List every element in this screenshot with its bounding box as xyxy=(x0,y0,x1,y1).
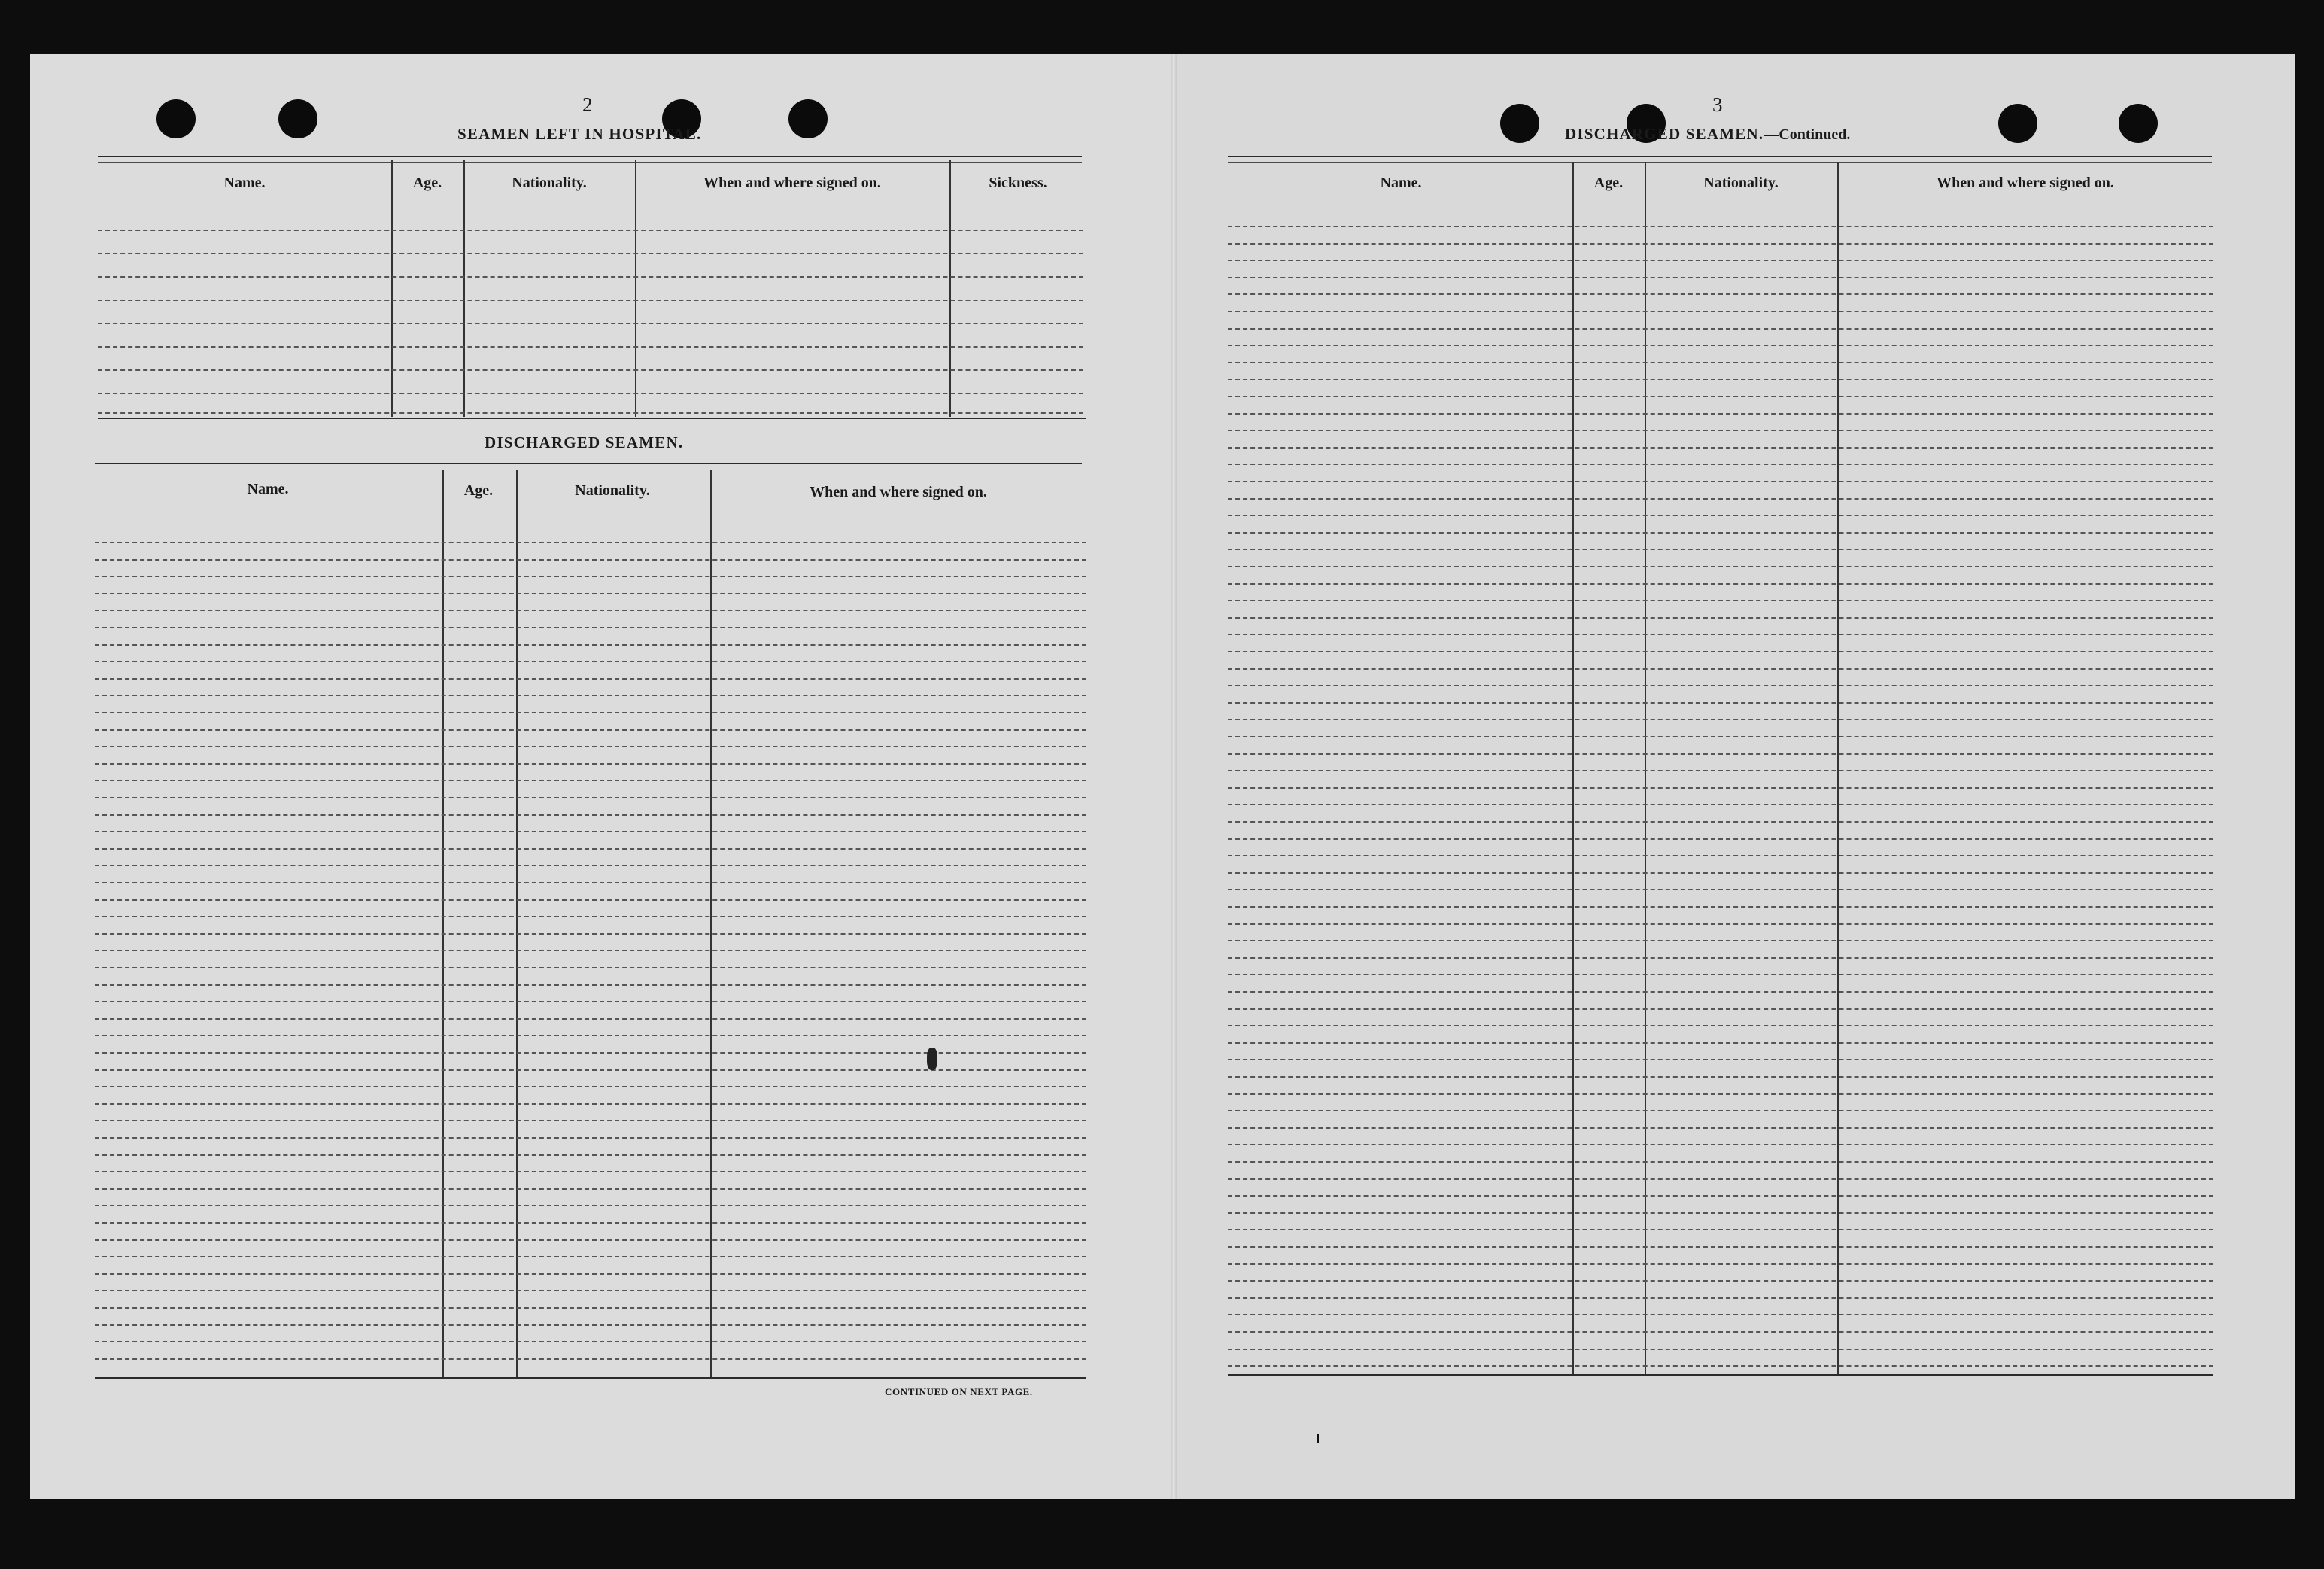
discharged-entry-line xyxy=(95,542,1086,543)
discharged-entry-line xyxy=(95,1171,1086,1172)
continued-entry-line xyxy=(1228,1349,2213,1350)
discharged-continued-title xyxy=(1565,125,1850,144)
continued-col-divider xyxy=(1645,162,1646,1375)
continued-entry-line xyxy=(1228,1127,2213,1129)
discharged-entry-line xyxy=(95,1324,1086,1326)
continued-entry-line xyxy=(1228,447,2213,449)
continued-entry-line xyxy=(1228,1093,2213,1095)
discharged-entry-line xyxy=(95,1018,1086,1020)
punch-hole xyxy=(156,99,196,138)
discharged-col-divider xyxy=(710,470,712,1377)
hospital-entry-line xyxy=(98,276,1083,278)
continued-entry-line xyxy=(1228,1229,2213,1230)
discharged-entry-line xyxy=(95,1120,1086,1121)
continued-entry-line xyxy=(1228,260,2213,261)
continued-entry-line xyxy=(1228,1042,2213,1044)
discharged-entry-line xyxy=(95,899,1086,901)
continued-entry-line xyxy=(1228,651,2213,652)
page-fold xyxy=(1171,54,1177,1499)
continued-entry-line xyxy=(1228,668,2213,670)
discharged-entry-line xyxy=(95,1256,1086,1257)
discharged-entry-line xyxy=(95,1103,1086,1105)
scan-speck xyxy=(1317,1434,1319,1443)
continued-entry-line xyxy=(1228,293,2213,295)
discharged-col-divider xyxy=(516,470,518,1377)
continued-col-divider xyxy=(1572,162,1574,1375)
discharged-entry-line xyxy=(95,1341,1086,1342)
continued-entry-line xyxy=(1228,1161,2213,1163)
discharged-entry-line xyxy=(95,933,1086,935)
continued-entry-line xyxy=(1228,1212,2213,1214)
continued-entry-line xyxy=(1228,1178,2213,1180)
discharged-col-nationality: Nationality. xyxy=(575,482,650,499)
discharged-entry-line xyxy=(95,627,1086,628)
continued-entry-line xyxy=(1228,838,2213,840)
discharged-continued-title-suffix: —Continued. xyxy=(1764,126,1851,143)
continued-entry-line xyxy=(1228,736,2213,737)
discharged-entry-line xyxy=(95,678,1086,680)
continued-entry-line xyxy=(1228,1144,2213,1145)
continued-entry-line xyxy=(1228,464,2213,465)
discharged-entry-line xyxy=(95,916,1086,917)
continued-entry-line xyxy=(1228,940,2213,941)
continued-entry-line xyxy=(1228,566,2213,567)
hospital-col-divider xyxy=(391,160,393,417)
continued-entry-line xyxy=(1228,1195,2213,1197)
punch-hole xyxy=(788,99,828,138)
continued-entry-line xyxy=(1228,872,2213,874)
continued-entry-line xyxy=(1228,498,2213,500)
continued-entry-line xyxy=(1228,991,2213,993)
continued-entry-line xyxy=(1228,1365,2213,1367)
discharged-entry-line xyxy=(95,1307,1086,1309)
discharged-entry-line xyxy=(95,780,1086,781)
continued-entry-line xyxy=(1228,532,2213,534)
continued-entry-line xyxy=(1228,1331,2213,1333)
continued-entry-line xyxy=(1228,702,2213,704)
continued-entry-line xyxy=(1228,974,2213,975)
continued-entry-line xyxy=(1228,1263,2213,1265)
continued-col-age: Age. xyxy=(1593,175,1624,191)
hospital-entry-line xyxy=(98,323,1083,324)
discharged-table-top-rule xyxy=(95,463,1082,464)
discharged-entry-line xyxy=(95,1222,1086,1224)
continued-entry-line xyxy=(1228,430,2213,431)
discharged-entry-line xyxy=(95,950,1086,951)
continued-entry-line xyxy=(1228,277,2213,278)
hospital-entry-line xyxy=(98,369,1083,371)
hospital-col-when-where: When and where signed on. xyxy=(703,175,881,191)
continued-entry-line xyxy=(1228,1314,2213,1315)
continued-entry-line xyxy=(1228,685,2213,686)
discharged-entry-line xyxy=(95,729,1086,731)
discharged-entry-line xyxy=(95,644,1086,646)
continued-entry-line xyxy=(1228,821,2213,823)
punch-hole xyxy=(278,99,317,138)
discharged-entry-line xyxy=(95,1052,1086,1054)
discharged-entry-line xyxy=(95,1290,1086,1291)
hospital-entry-line xyxy=(98,412,1083,414)
continued-entry-line xyxy=(1228,311,2213,312)
discharged-entry-line xyxy=(95,814,1086,816)
continued-entry-line xyxy=(1228,328,2213,330)
discharged-entry-line xyxy=(95,1239,1086,1241)
continued-col-name: Name. xyxy=(1380,175,1422,191)
continued-entry-line xyxy=(1228,226,2213,227)
continued-col-divider xyxy=(1837,162,1839,1375)
continued-entry-line xyxy=(1228,1280,2213,1282)
discharged-entry-line xyxy=(95,984,1086,986)
left-page xyxy=(30,54,1174,1499)
continued-entry-line xyxy=(1228,923,2213,925)
discharged-entry-line xyxy=(95,763,1086,765)
page-number-left: 2 xyxy=(582,93,593,116)
continued-entry-line xyxy=(1228,362,2213,363)
hospital-entry-line xyxy=(98,300,1083,301)
discharged-section-title: DISCHARGED SEAMEN. xyxy=(485,433,684,452)
continued-entry-line xyxy=(1228,634,2213,635)
continued-entry-line xyxy=(1228,243,2213,245)
continued-entry-line xyxy=(1228,345,2213,346)
continued-entry-line xyxy=(1228,1110,2213,1111)
continued-entry-line xyxy=(1228,906,2213,908)
discharged-entry-line xyxy=(95,1205,1086,1206)
discharged-entry-line xyxy=(95,1273,1086,1275)
hospital-entry-line xyxy=(98,393,1083,394)
discharged-entry-line xyxy=(95,831,1086,832)
scan-speck xyxy=(927,1048,937,1070)
discharged-entry-line xyxy=(95,576,1086,577)
continued-col-nationality: Nationality. xyxy=(1703,175,1779,191)
continued-entry-line xyxy=(1228,1008,2213,1010)
discharged-entry-line xyxy=(95,559,1086,561)
discharged-entry-line xyxy=(95,1188,1086,1190)
discharged-entry-line xyxy=(95,1154,1086,1156)
discharged-col-name: Name. xyxy=(247,481,289,497)
hospital-table-bottom-rule xyxy=(98,418,1086,419)
discharged-entry-line xyxy=(95,1035,1086,1036)
continued-entry-line xyxy=(1228,515,2213,516)
discharged-entry-line xyxy=(95,865,1086,866)
discharged-entry-line xyxy=(95,695,1086,696)
hospital-col-divider xyxy=(463,160,465,417)
discharged-entry-line xyxy=(95,848,1086,850)
punch-hole xyxy=(1500,104,1539,143)
punch-hole xyxy=(1998,104,2037,143)
discharged-entry-line xyxy=(95,967,1086,968)
continued-entry-line xyxy=(1228,889,2213,890)
discharged-table-bottom-rule xyxy=(95,1377,1086,1379)
continued-entry-line xyxy=(1228,787,2213,789)
page-number-right: 3 xyxy=(1712,93,1723,116)
continued-entry-line xyxy=(1228,583,2213,585)
continued-table-top-rule-2 xyxy=(1228,162,2212,163)
continued-entry-line xyxy=(1228,1025,2213,1026)
hospital-col-nationality: Nationality. xyxy=(512,175,587,191)
discharged-entry-line xyxy=(95,882,1086,883)
continued-entry-line xyxy=(1228,413,2213,415)
hospital-col-age: Age. xyxy=(412,175,442,191)
punch-hole xyxy=(2119,104,2158,143)
hospital-col-sickness: Sickness. xyxy=(989,175,1047,191)
continued-entry-line xyxy=(1228,1059,2213,1060)
continued-entry-line xyxy=(1228,753,2213,755)
right-page xyxy=(1174,54,2295,1499)
continued-table-top-rule xyxy=(1228,156,2212,157)
continued-entry-line xyxy=(1228,600,2213,601)
continued-entry-line xyxy=(1228,804,2213,805)
hospital-col-name: Name. xyxy=(223,175,266,191)
hospital-section-title: SEAMEN LEFT IN HOSPITAL. xyxy=(457,125,702,143)
continued-entry-line xyxy=(1228,617,2213,619)
discharged-entry-line xyxy=(95,1137,1086,1139)
discharged-entry-line xyxy=(95,712,1086,713)
discharged-entry-line xyxy=(95,797,1086,798)
continued-col-when-where: When and where signed on. xyxy=(1937,175,2114,191)
hospital-col-divider xyxy=(635,160,636,417)
continued-entry-line xyxy=(1228,396,2213,397)
continued-entry-line xyxy=(1228,481,2213,482)
continued-entry-line xyxy=(1228,770,2213,771)
continued-table-bottom-rule xyxy=(1228,1374,2213,1376)
continued-entry-line xyxy=(1228,1246,2213,1248)
discharged-entry-line xyxy=(95,1358,1086,1360)
discharged-entry-line xyxy=(95,746,1086,747)
hospital-col-divider xyxy=(949,160,951,417)
discharged-entry-line xyxy=(95,593,1086,594)
discharged-col-when-where: When and where signed on. xyxy=(810,484,987,500)
discharged-entry-line xyxy=(95,610,1086,611)
hospital-table-top-rule-2 xyxy=(98,162,1082,163)
discharged-col-divider xyxy=(442,470,444,1377)
discharged-entry-line xyxy=(95,1001,1086,1002)
discharged-col-age: Age. xyxy=(463,482,494,499)
continued-entry-line xyxy=(1228,855,2213,856)
continued-entry-line xyxy=(1228,379,2213,380)
continued-entry-line xyxy=(1228,1076,2213,1078)
discharged-entry-line xyxy=(95,1069,1086,1071)
hospital-entry-line xyxy=(98,346,1083,348)
hospital-entry-line xyxy=(98,253,1083,254)
hospital-entry-line xyxy=(98,230,1083,231)
hospital-table-top-rule xyxy=(98,156,1082,157)
continued-entry-line xyxy=(1228,549,2213,550)
discharged-entry-line xyxy=(95,661,1086,662)
continued-entry-line xyxy=(1228,1297,2213,1299)
discharged-entry-line xyxy=(95,1086,1086,1087)
discharged-continued-title-main: DISCHARGED SEAMEN. xyxy=(1565,125,1764,143)
continued-footnote: CONTINUED ON NEXT PAGE. xyxy=(885,1386,1033,1397)
continued-entry-line xyxy=(1228,957,2213,959)
continued-entry-line xyxy=(1228,719,2213,720)
